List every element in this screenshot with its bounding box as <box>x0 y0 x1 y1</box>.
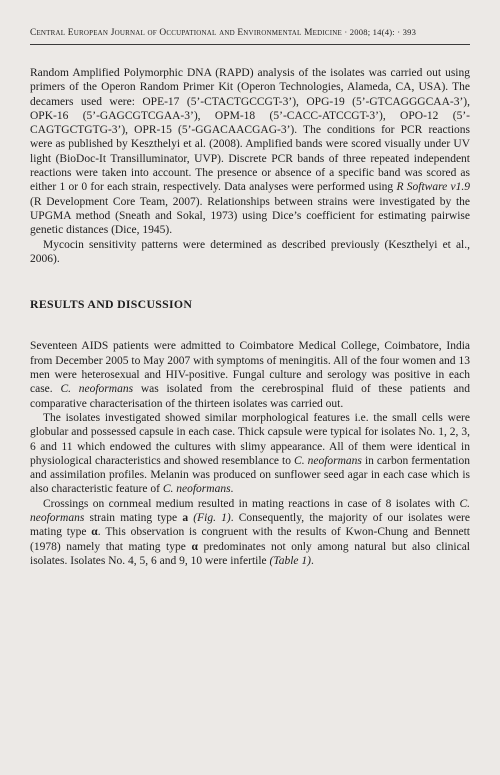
journal-title: Central European Journal of Occupational and Environmental Medicine <box>30 28 342 38</box>
text-run: . Consequently, the majority of our isolates were mating type <box>30 512 470 539</box>
text-run: Random Amplified Polymorphic DNA (RAPD) analysis of the isolates was carried out using primers of the Operon Random Primer Kit (Operon Technologies, Alameda, CA, USA). The decamers used were: OPE-17 (5’-CTACTGCCGT-3’), OPG-19 (5’-GTCAGGGCAA-3’), OPK-16 (5’-GAGCGTCGAA-3’), OPM-18 (5’-CACC-ATCCGT-3’), OPO-12 (5’-CAGTGCTGTG-3’), OPR-15 (5’-GGACAACGAG-3’). The conditions for PCR reactions were as published by Keszthelyi et al. (2008). Amplified bands were scored visually under UV light (BioDoc-It Transilluminator, UVP). Discrete PCR bands of three repeated independent reactions were taken into account. The presence or absence of a specific band was scored as either 1 or 0 for each strain, respectively. Data analyses were performed using <box>30 67 470 194</box>
text-run: Mycocin sensitivity patterns were determined as described previously (Keszthelyi et al., 2006). <box>30 238 470 265</box>
text-run: in carbon fermentation and assimilation profiles. Melanin was produced on sunflower seed agar in each case which is also characteristic feature of <box>30 454 470 496</box>
issue-info: · 2008; 14(4): · <box>342 27 403 37</box>
bold-run: a <box>182 512 189 525</box>
results-paragraph-mating <box>30 497 470 568</box>
methods-paragraph-mycocin <box>30 238 470 267</box>
text-run: . <box>230 483 234 496</box>
text-run: . This observation is congruent with the results of Kwon-Chung and Bennett (1978) namely that mating type <box>30 526 470 553</box>
page-number: 393 <box>402 27 417 37</box>
text-run: strain mating type <box>84 512 183 525</box>
bold-run: α <box>191 540 198 553</box>
bold-run: α <box>91 526 98 539</box>
results-paragraph-morphology <box>30 411 470 497</box>
italic-run: (Table 1) <box>269 554 311 567</box>
running-head <box>30 27 470 41</box>
article-body <box>30 66 470 568</box>
italic-run: R Software v1.9 <box>396 181 471 194</box>
italic-run: C. neoformans <box>30 497 470 525</box>
italic-run: C. neoformans <box>294 454 362 467</box>
methods-paragraph-rapd <box>30 66 470 238</box>
text-run: . <box>310 554 314 567</box>
text-run: (R Development Core Team, 2007). Relationships between strains were investigated by the UPGMA method (Sneath and Sokal, 1973) using Dice’s coefficient for estimating pairwise genetic distances (Dice, 1945). <box>30 195 470 237</box>
results-paragraph-patients <box>30 339 470 410</box>
text-run: The isolates investigated showed similar morphological features i.e. the small cells were globular and possessed capsule in each case. Thick capsule were typical for isolates No. 1, 2, 3, 6 and 11 which endowed the cultures with slimy appearance. All of them were identical in physiological characteristics and showed resemblance to <box>30 411 470 467</box>
text-run: Crossings on cornmeal medium resulted in mating reactions in case of 8 isolates with <box>43 497 460 510</box>
italic-run: C. neoformans <box>162 483 231 496</box>
section-heading-results: RESULTS AND DISCUSSION <box>30 297 193 312</box>
italic-run: (Fig. 1) <box>193 512 231 525</box>
header-rule <box>30 44 470 45</box>
text-run: Seventeen AIDS patients were admitted to Coimbatore Medical College, Coimbatore, India from December 2005 to May 2007 with symptoms of meningitis. All of the four women and 13 men were heterosexual and HIV-positive. Fungal culture and serology was positive in each case. <box>30 340 470 396</box>
text-run: predominates not only among natural but also clinical isolates. Isolates No. 4, 5, 6 and 9, 10 were infertile <box>30 540 470 567</box>
italic-run: C. neoformans <box>60 383 134 396</box>
text-run: was isolated from the cerebrospinal fluid of these patients and comparative characterisation of the thirteen isolates was carried out. <box>30 383 470 410</box>
